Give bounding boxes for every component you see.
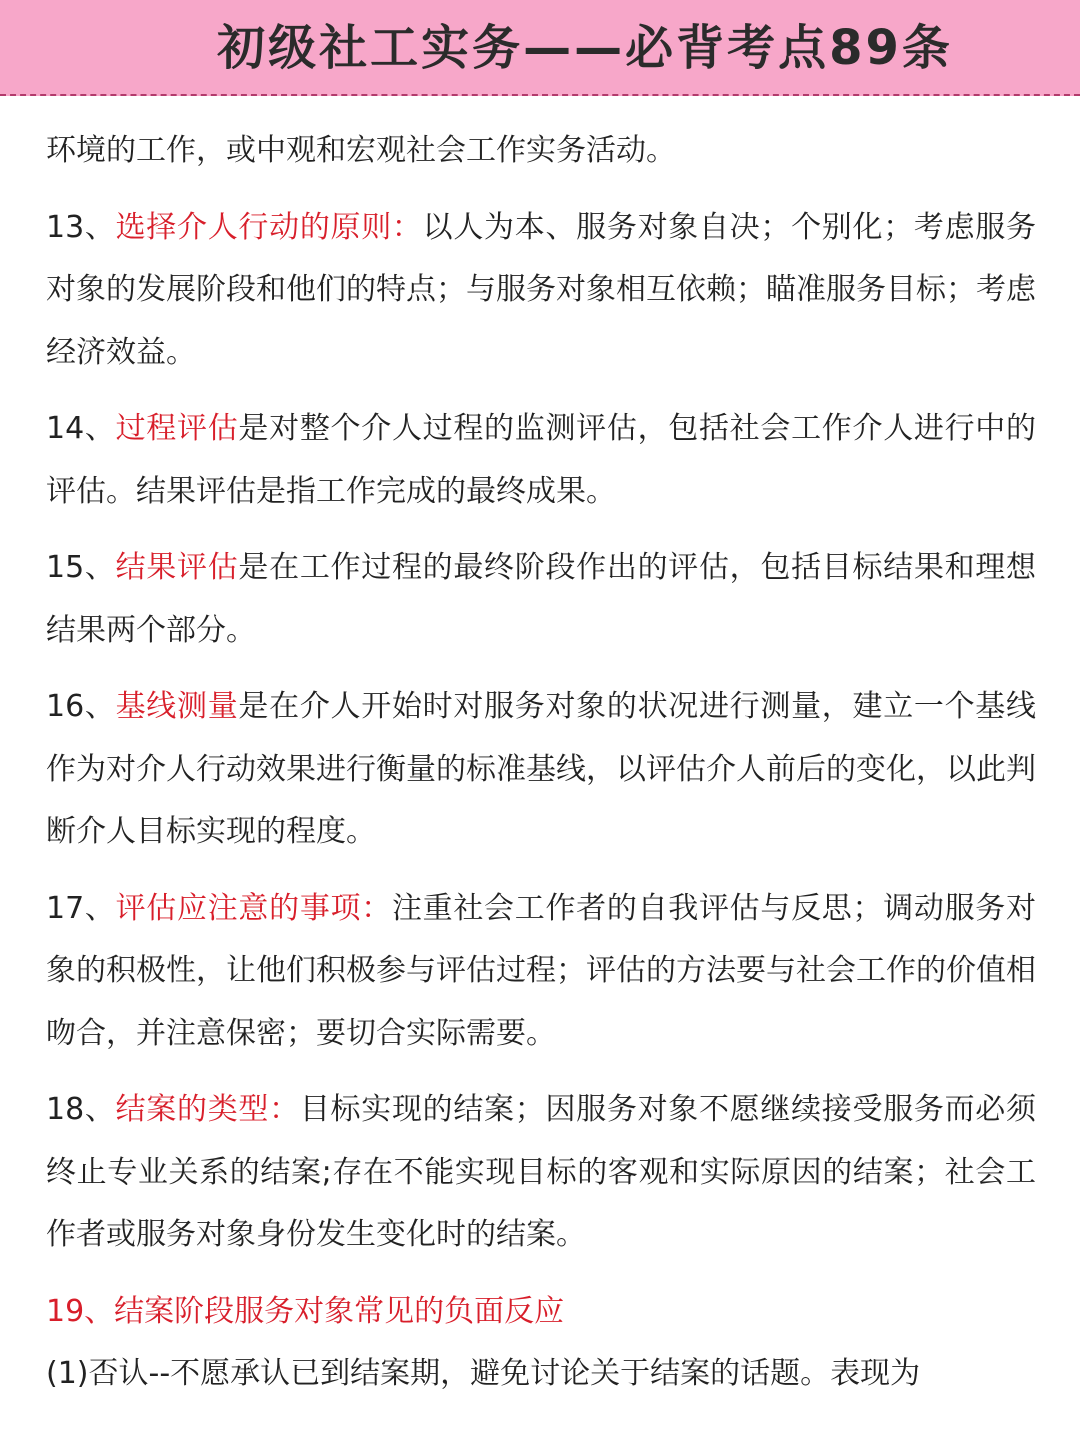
paragraph-14	[46, 398, 1036, 523]
page-title: 初级社工实务——必背考点89条	[217, 20, 953, 76]
article-body	[46, 120, 1036, 1406]
item-number: 17、	[46, 890, 116, 926]
paragraph-text: 是在介人开始时对服务对象的状况进行测量，建立一个基线作为对介人行动效果进行衡量的标准基线，以评估介人前后的变化，以此判断介人目标实现的程度。	[46, 689, 1037, 849]
item-number: 13、	[46, 209, 116, 245]
paragraph-15	[46, 537, 1036, 662]
paragraph-17	[46, 878, 1036, 1066]
paragraph-13	[46, 197, 1036, 385]
paragraph-text: 目标实现的结案；因服务对象不愿继续接受服务而必须终止专业关系的结案;存在不能实现目标的客观和实际原因的结案；社会工作者或服务对象身份发生变化时的结案。	[46, 1092, 1037, 1252]
paragraph-intro	[46, 120, 1036, 183]
section-heading-19: 19、结案阶段服务对象常见的负面反应	[46, 1293, 565, 1329]
paragraph-text: (1)否认--不愿承认已到结案期，避免讨论关于结案的话题。表现为	[46, 1356, 921, 1391]
paragraph-text: 以人为本、服务对象自决；个别化；考虑服务对象的发展阶段和他们的特点；与服务对象相互依赖；瞄准服务目标；考虑经济效益。	[46, 209, 1037, 370]
paragraph-16	[46, 676, 1036, 864]
paragraph-text: 环境的工作，或中观和宏观社会工作实务活动。	[46, 133, 676, 168]
paragraph-text: 是在工作过程的最终阶段作出的评估，包括目标结果和理想结果两个部分。	[46, 550, 1037, 648]
key-term: 结案的类型：	[115, 1092, 300, 1127]
key-term: 过程评估	[115, 411, 239, 446]
key-term: 基线测量	[115, 689, 239, 724]
paragraph-text: 注重社会工作者的自我评估与反思；调动服务对象的积极性，让他们积极参与评估过程；评估的方法要与社会工作的价值相吻合，并注意保密；要切合实际需要。	[46, 890, 1037, 1051]
item-number: 16、	[46, 689, 116, 724]
page-header	[0, 0, 1080, 96]
item-number: 15、	[46, 550, 116, 585]
paragraph-18	[46, 1079, 1036, 1267]
paragraph-text: 是对整个介人过程的监测评估，包括社会工作介人进行中的评估。结果评估是指工作完成的最终成果。	[46, 411, 1037, 509]
key-term: 结果评估	[115, 550, 239, 585]
item-number: 14、	[46, 411, 116, 446]
paragraph-19-1	[46, 1343, 1036, 1406]
key-term: 选择介人行动的原则：	[115, 209, 423, 245]
item-number: 18、	[46, 1092, 116, 1127]
key-term: 评估应注意的事项：	[115, 890, 392, 926]
